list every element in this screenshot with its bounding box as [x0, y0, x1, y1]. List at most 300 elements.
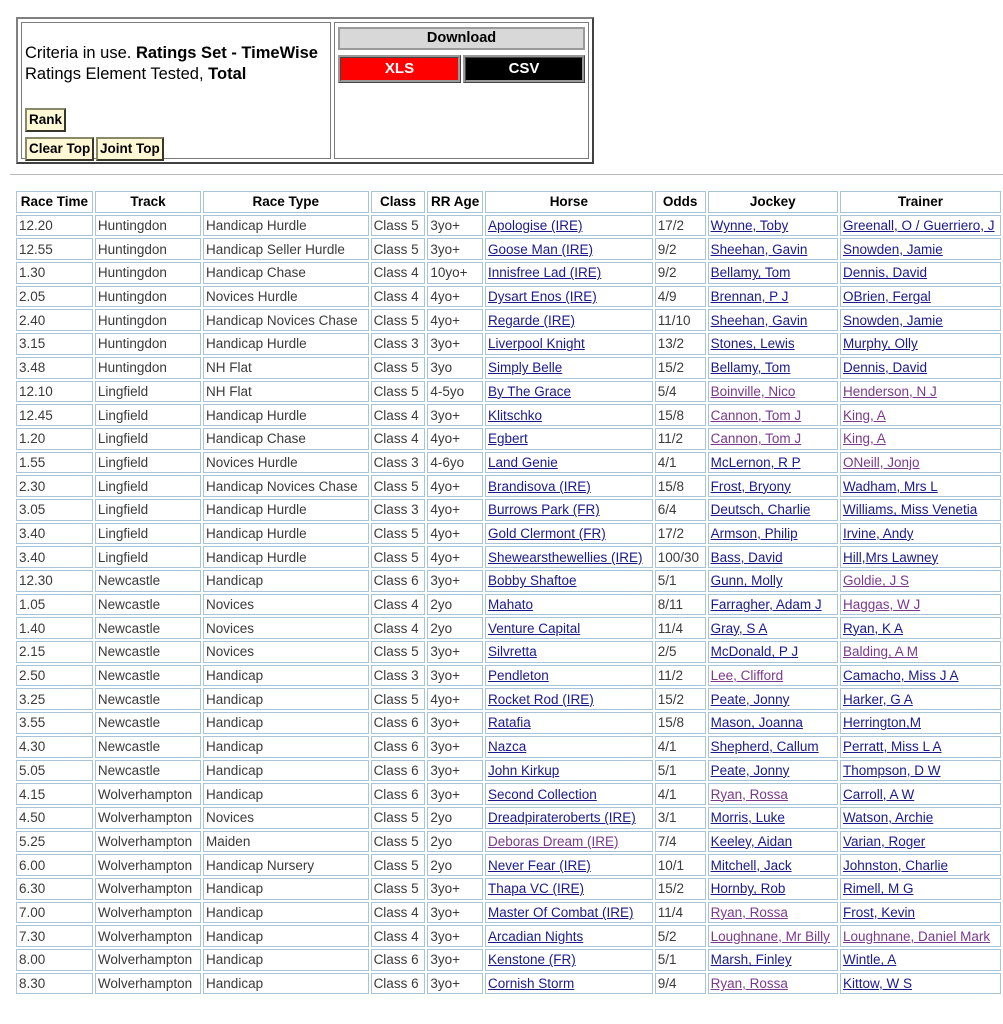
horse-cell: [485, 404, 653, 426]
horse-cell-link[interactable]: Burrows Park (FR): [487, 502, 600, 518]
track-cell: Wolverhampton: [95, 831, 201, 853]
horse-cell: [485, 452, 653, 474]
horse-cell: [485, 736, 653, 758]
horse-cell-link[interactable]: Mahato: [487, 597, 533, 613]
horse-cell-link[interactable]: Kenstone (FR): [487, 952, 576, 968]
rr-age-cell: 2yo: [427, 854, 483, 876]
horse-cell-link[interactable]: Brandisova (IRE): [487, 478, 591, 494]
jockey-cell: [708, 238, 838, 260]
trainer-cell-link[interactable]: Dennis, David: [842, 360, 928, 376]
track-cell: Wolverhampton: [95, 902, 201, 924]
trainer-cell: [840, 760, 1001, 782]
trainer-cell-link[interactable]: Harker, G A: [842, 691, 913, 707]
header-rr-age[interactable]: RR Age: [427, 191, 483, 213]
trainer-cell: [840, 854, 1001, 876]
jockey-cell-link[interactable]: Shepherd, Callum: [710, 739, 819, 755]
rr-age-cell: 3yo+: [427, 665, 483, 687]
odds-cell: 17/2: [655, 523, 706, 545]
rr-age-cell: 3yo+: [427, 949, 483, 971]
horse-cell-link[interactable]: Dreadpirateroberts (IRE): [487, 810, 636, 826]
table-row: [16, 381, 1001, 403]
horse-cell-link[interactable]: Liverpool Knight: [487, 336, 585, 352]
jockey-cell: [708, 736, 838, 758]
race-type-cell: Handicap Hurdle: [203, 215, 369, 237]
trainer-cell-link[interactable]: Snowden, Jamie: [842, 241, 943, 257]
race-type-cell: Novices: [203, 617, 369, 639]
jockey-cell-link[interactable]: Morris, Luke: [710, 810, 785, 826]
race-time-cell: 2.05: [16, 286, 93, 308]
jockey-cell-link[interactable]: Mitchell, Jack: [710, 857, 792, 873]
horse-cell-link[interactable]: Regarde (IRE): [487, 312, 575, 328]
horse-cell: [485, 475, 653, 497]
horse-cell: [485, 925, 653, 947]
horse-cell-link[interactable]: John Kirkup: [487, 762, 560, 778]
trainer-cell-link[interactable]: Dennis, David: [842, 265, 928, 281]
header-track[interactable]: Track: [95, 191, 201, 213]
trainer-cell-link[interactable]: Watson, Archie: [842, 810, 934, 826]
jockey-cell: [708, 523, 838, 545]
jockey-cell: [708, 902, 838, 924]
horse-cell-link[interactable]: Pendleton: [487, 668, 549, 684]
race-time-cell: 2.15: [16, 641, 93, 663]
trainer-cell-link[interactable]: Goldie, J S: [842, 573, 910, 589]
horse-cell: [485, 878, 653, 900]
horse-cell: [485, 665, 653, 687]
trainer-cell-link[interactable]: Haggas, W J: [842, 597, 921, 613]
header-trainer[interactable]: Trainer: [840, 191, 1001, 213]
jockey-cell-link[interactable]: Keeley, Aidan: [710, 833, 793, 849]
race-type-cell: Handicap Hurdle: [203, 523, 369, 545]
table-row: [16, 831, 1001, 853]
horse-cell: [485, 286, 653, 308]
jockey-cell-link[interactable]: Sheehan, Gavin: [710, 312, 808, 328]
jockey-cell-link[interactable]: McLernon, R P: [710, 454, 801, 470]
rr-age-cell: 2yo: [427, 617, 483, 639]
trainer-cell: [840, 381, 1001, 403]
rank-button[interactable]: Rank: [25, 108, 66, 132]
horse-cell-link[interactable]: Silvretta: [487, 644, 537, 660]
race-time-cell: 6.30: [16, 878, 93, 900]
odds-cell: 3/1: [655, 807, 706, 829]
class-cell: Class 5: [371, 381, 426, 403]
jockey-cell: [708, 381, 838, 403]
table-row: [16, 925, 1001, 947]
table-row: [16, 499, 1001, 521]
horse-cell: [485, 428, 653, 450]
jockey-cell: [708, 286, 838, 308]
horse-cell-link[interactable]: Dysart Enos (IRE): [487, 289, 597, 305]
jockey-cell: [708, 475, 838, 497]
odds-cell: 5/4: [655, 381, 706, 403]
horse-cell-link[interactable]: Nazca: [487, 739, 527, 755]
track-cell: Newcastle: [95, 641, 201, 663]
class-cell: Class 5: [371, 475, 426, 497]
trainer-cell: [840, 736, 1001, 758]
horse-cell-link[interactable]: Shewearsthewellies (IRE): [487, 549, 643, 565]
trainer-cell-link[interactable]: Johnston, Charlie: [842, 857, 949, 873]
jockey-cell-link[interactable]: Deutsch, Charlie: [710, 502, 811, 518]
race-time-cell: 4.15: [16, 783, 93, 805]
trainer-cell: [840, 688, 1001, 710]
jockey-cell-link[interactable]: Bellamy, Tom: [710, 265, 791, 281]
trainer-cell-link[interactable]: Balding, A M: [842, 644, 919, 660]
odds-cell: 9/2: [655, 262, 706, 284]
track-cell: Huntingdon: [95, 309, 201, 331]
race-time-cell: 2.40: [16, 309, 93, 331]
trainer-cell-link[interactable]: King, A: [842, 431, 886, 447]
race-time-cell: 8.30: [16, 973, 93, 995]
header-odds[interactable]: Odds: [655, 191, 706, 213]
trainer-cell-link[interactable]: Herrington,M: [842, 715, 922, 731]
track-cell: Huntingdon: [95, 333, 201, 355]
trainer-cell: [840, 475, 1001, 497]
trainer-cell: [840, 949, 1001, 971]
horse-cell-link[interactable]: Second Collection: [487, 786, 597, 802]
horse-cell-link[interactable]: Innisfree Lad (IRE): [487, 265, 602, 281]
trainer-cell: [840, 238, 1001, 260]
table-row: [16, 357, 1001, 379]
race-time-cell: 6.00: [16, 854, 93, 876]
horse-cell: [485, 760, 653, 782]
table-row: [16, 641, 1001, 663]
jockey-cell: [708, 807, 838, 829]
trainer-cell: [840, 831, 1001, 853]
track-cell: Newcastle: [95, 570, 201, 592]
jockey-cell-link[interactable]: Ryan, Rossa: [710, 976, 788, 992]
table-row: [16, 617, 1001, 639]
jockey-cell-link[interactable]: Peate, Jonny: [710, 762, 790, 778]
odds-cell: 5/2: [655, 925, 706, 947]
rr-age-cell: 10yo+: [427, 262, 483, 284]
odds-cell: 15/8: [655, 404, 706, 426]
trainer-cell: [840, 499, 1001, 521]
horse-cell: [485, 854, 653, 876]
trainer-cell: [840, 523, 1001, 545]
race-type-cell: Novices Hurdle: [203, 452, 369, 474]
trainer-cell-link[interactable]: Thompson, D W: [842, 762, 941, 778]
class-cell: Class 4: [371, 617, 426, 639]
horse-cell-link[interactable]: Klitschko: [487, 407, 542, 423]
class-cell: Class 4: [371, 262, 426, 284]
jockey-cell-link[interactable]: Wynne, Toby: [710, 218, 789, 234]
trainer-cell: [840, 546, 1001, 568]
table-row: [16, 475, 1001, 497]
trainer-cell-link[interactable]: Frost, Kevin: [842, 904, 916, 920]
trainer-cell-link[interactable]: Henderson, N J: [842, 383, 937, 399]
race-type-cell: Novices Hurdle: [203, 286, 369, 308]
horse-cell-link[interactable]: Arcadian Nights: [487, 928, 584, 944]
download-header: Download: [338, 27, 585, 50]
rr-age-cell: 2yo: [427, 807, 483, 829]
csv-download-button[interactable]: CSV: [463, 55, 585, 83]
trainer-cell: [840, 309, 1001, 331]
criteria-panel: [16, 17, 594, 164]
class-cell: Class 6: [371, 712, 426, 734]
jockey-cell-link[interactable]: Cannon, Tom J: [710, 431, 802, 447]
trainer-cell-link[interactable]: Snowden, Jamie: [842, 312, 943, 328]
track-cell: Wolverhampton: [95, 878, 201, 900]
race-type-cell: Handicap Seller Hurdle: [203, 238, 369, 260]
odds-cell: 15/2: [655, 878, 706, 900]
trainer-cell-link[interactable]: Wadham, Mrs L: [842, 478, 938, 494]
horse-cell-link[interactable]: By The Grace: [487, 383, 571, 399]
horse-cell: [485, 594, 653, 616]
jockey-cell-link[interactable]: Frost, Bryony: [710, 478, 791, 494]
trainer-cell: [840, 215, 1001, 237]
rr-age-cell: 4-6yo: [427, 452, 483, 474]
rr-age-cell: 3yo: [427, 357, 483, 379]
track-cell: Lingfield: [95, 452, 201, 474]
class-cell: Class 3: [371, 333, 426, 355]
class-cell: Class 5: [371, 641, 426, 663]
results-body: [16, 215, 1001, 995]
trainer-cell-link[interactable]: Kittow, W S: [842, 976, 913, 992]
trainer-cell-link[interactable]: Murphy, Olly: [842, 336, 918, 352]
jockey-cell: [708, 641, 838, 663]
rr-age-cell: 3yo+: [427, 215, 483, 237]
race-time-cell: 3.05: [16, 499, 93, 521]
table-row: [16, 286, 1001, 308]
jockey-cell-link[interactable]: Loughnane, Mr Billy: [710, 928, 830, 944]
joint-top-button[interactable]: Joint Top: [96, 137, 164, 161]
track-cell: Newcastle: [95, 594, 201, 616]
trainer-cell: [840, 712, 1001, 734]
race-time-cell: 2.50: [16, 665, 93, 687]
jockey-cell-link[interactable]: Marsh, Finley: [710, 952, 792, 968]
track-cell: Wolverhampton: [95, 854, 201, 876]
horse-cell-link[interactable]: Land Genie: [487, 454, 558, 470]
header-jockey[interactable]: Jockey: [708, 191, 838, 213]
race-type-cell: Handicap Chase: [203, 428, 369, 450]
horse-cell-link[interactable]: Egbert: [487, 431, 528, 447]
race-time-cell: 2.30: [16, 475, 93, 497]
track-cell: Wolverhampton: [95, 925, 201, 947]
class-cell: Class 4: [371, 404, 426, 426]
odds-cell: 2/5: [655, 641, 706, 663]
jockey-cell: [708, 878, 838, 900]
horse-cell-link[interactable]: Gold Clermont (FR): [487, 525, 606, 541]
race-type-cell: NH Flat: [203, 381, 369, 403]
race-type-cell: Handicap: [203, 902, 369, 924]
trainer-cell: [840, 783, 1001, 805]
jockey-cell-link[interactable]: Bellamy, Tom: [710, 360, 791, 376]
track-cell: Newcastle: [95, 665, 201, 687]
rr-age-cell: 3yo+: [427, 760, 483, 782]
table-row: [16, 878, 1001, 900]
divider: [10, 174, 1003, 175]
jockey-cell-link[interactable]: Hornby, Rob: [710, 881, 786, 897]
trainer-cell-link[interactable]: Carroll, A W: [842, 786, 915, 802]
horse-cell-link[interactable]: Ratafia: [487, 715, 531, 731]
jockey-cell: [708, 594, 838, 616]
rr-age-cell: 3yo+: [427, 333, 483, 355]
odds-cell: 15/8: [655, 712, 706, 734]
trainer-cell-link[interactable]: Perratt, Miss L A: [842, 739, 942, 755]
class-cell: Class 3: [371, 665, 426, 687]
race-type-cell: Maiden: [203, 831, 369, 853]
jockey-cell: [708, 499, 838, 521]
horse-cell: [485, 712, 653, 734]
trainer-cell-link[interactable]: Wintle, A: [842, 952, 897, 968]
jockey-cell: [708, 404, 838, 426]
horse-cell: [485, 523, 653, 545]
race-type-cell: Handicap Nursery: [203, 854, 369, 876]
horse-cell-link[interactable]: Venture Capital: [487, 620, 581, 636]
trainer-cell: [840, 570, 1001, 592]
race-time-cell: 1.05: [16, 594, 93, 616]
odds-cell: 7/4: [655, 831, 706, 853]
table-row: [16, 309, 1001, 331]
track-cell: Wolverhampton: [95, 949, 201, 971]
track-cell: Newcastle: [95, 736, 201, 758]
header-horse[interactable]: Horse: [485, 191, 653, 213]
odds-cell: 6/4: [655, 499, 706, 521]
trainer-cell-link[interactable]: Irvine, Andy: [842, 525, 914, 541]
table-row: [16, 712, 1001, 734]
jockey-cell-link[interactable]: McDonald, P J: [710, 644, 799, 660]
jockey-cell: [708, 973, 838, 995]
race-type-cell: Novices: [203, 641, 369, 663]
horse-cell-link[interactable]: Thapa VC (IRE): [487, 881, 584, 897]
jockey-cell-link[interactable]: Lee, Clifford: [710, 668, 784, 684]
horse-cell: [485, 783, 653, 805]
class-cell: Class 4: [371, 925, 426, 947]
jockey-cell-link[interactable]: Gray, S A: [710, 620, 768, 636]
trainer-cell-link[interactable]: Rimell, M G: [842, 881, 914, 897]
class-cell: Class 4: [371, 902, 426, 924]
jockey-cell-link[interactable]: Armson, Philip: [710, 525, 798, 541]
trainer-cell-link[interactable]: Hill,Mrs Lawney: [842, 549, 939, 565]
trainer-cell-link[interactable]: Loughnane, Daniel Mark: [842, 928, 991, 944]
horse-cell-link[interactable]: Simply Belle: [487, 360, 563, 376]
odds-cell: 11/4: [655, 902, 706, 924]
criteria-box: [21, 22, 331, 159]
jockey-cell-link[interactable]: Sheehan, Gavin: [710, 241, 808, 257]
trainer-cell: [840, 902, 1001, 924]
jockey-cell: [708, 854, 838, 876]
class-cell: Class 4: [371, 428, 426, 450]
trainer-cell: [840, 357, 1001, 379]
table-row: [16, 452, 1001, 474]
rr-age-cell: 4-5yo: [427, 381, 483, 403]
class-cell: Class 5: [371, 309, 426, 331]
jockey-cell-link[interactable]: Ryan, Rossa: [710, 904, 788, 920]
trainer-cell: [840, 428, 1001, 450]
horse-cell-link[interactable]: Deboras Dream (IRE): [487, 833, 619, 849]
odds-cell: 11/2: [655, 665, 706, 687]
horse-cell-link[interactable]: Bobby Shaftoe: [487, 573, 577, 589]
trainer-cell-link[interactable]: King, A: [842, 407, 886, 423]
horse-cell-link[interactable]: Goose Man (IRE): [487, 241, 593, 257]
element-prefix: Ratings Element Tested,: [25, 65, 209, 83]
jockey-cell: [708, 357, 838, 379]
table-row: [16, 665, 1001, 687]
clear-top-button[interactable]: Clear Top: [25, 137, 94, 161]
jockey-cell-link[interactable]: Gunn, Molly: [710, 573, 783, 589]
table-row: [16, 973, 1001, 995]
rr-age-cell: 3yo+: [427, 783, 483, 805]
rr-age-cell: 4yo+: [427, 523, 483, 545]
rr-age-cell: 4yo+: [427, 309, 483, 331]
jockey-cell: [708, 925, 838, 947]
race-type-cell: Novices: [203, 594, 369, 616]
horse-cell-link[interactable]: Apologise (IRE): [487, 218, 583, 234]
track-cell: Wolverhampton: [95, 783, 201, 805]
table-row: [16, 428, 1001, 450]
horse-cell: [485, 238, 653, 260]
table-row: [16, 807, 1001, 829]
track-cell: Huntingdon: [95, 262, 201, 284]
race-type-cell: Handicap: [203, 783, 369, 805]
trainer-cell-link[interactable]: Greenall, O / Guerriero, J: [842, 218, 995, 234]
jockey-cell-link[interactable]: Peate, Jonny: [710, 691, 790, 707]
track-cell: Newcastle: [95, 688, 201, 710]
jockey-cell: [708, 688, 838, 710]
horse-cell: [485, 309, 653, 331]
jockey-cell: [708, 712, 838, 734]
race-type-cell: Handicap: [203, 760, 369, 782]
jockey-cell-link[interactable]: Brennan, P J: [710, 289, 789, 305]
trainer-cell-link[interactable]: Camacho, Miss J A: [842, 668, 959, 684]
header-class[interactable]: Class: [371, 191, 426, 213]
trainer-cell-link[interactable]: Williams, Miss Venetia: [842, 502, 978, 518]
trainer-cell-link[interactable]: ONeill, Jonjo: [842, 454, 920, 470]
race-time-cell: 5.25: [16, 831, 93, 853]
odds-cell: 10/1: [655, 854, 706, 876]
jockey-cell-link[interactable]: Bass, David: [710, 549, 783, 565]
horse-cell: [485, 546, 653, 568]
trainer-cell-link[interactable]: Varian, Roger: [842, 833, 926, 849]
trainer-cell-link[interactable]: OBrien, Fergal: [842, 289, 931, 305]
horse-cell: [485, 807, 653, 829]
horse-cell-link[interactable]: Cornish Storm: [487, 976, 575, 992]
jockey-cell-link[interactable]: Ryan, Rossa: [710, 786, 788, 802]
xls-download-button[interactable]: XLS: [338, 55, 461, 83]
race-type-cell: Handicap Hurdle: [203, 333, 369, 355]
race-type-cell: Novices: [203, 807, 369, 829]
jockey-cell-link[interactable]: Boinville, Nico: [710, 383, 796, 399]
table-row: [16, 523, 1001, 545]
odds-cell: 13/2: [655, 333, 706, 355]
rr-age-cell: 4yo+: [427, 546, 483, 568]
criteria-prefix: Criteria in use.: [25, 44, 136, 62]
header-race-type[interactable]: Race Type: [203, 191, 369, 213]
odds-cell: 15/2: [655, 357, 706, 379]
race-time-cell: 3.15: [16, 333, 93, 355]
header-race-time[interactable]: Race Time: [16, 191, 93, 213]
jockey-cell-link[interactable]: Stones, Lewis: [710, 336, 795, 352]
jockey-cell-link[interactable]: Cannon, Tom J: [710, 407, 802, 423]
horse-cell: [485, 333, 653, 355]
ratings-element: Total: [208, 65, 247, 83]
race-time-cell: 4.30: [16, 736, 93, 758]
race-time-cell: 7.00: [16, 902, 93, 924]
horse-cell-link[interactable]: Never Fear (IRE): [487, 857, 591, 873]
jockey-cell-link[interactable]: Mason, Joanna: [710, 715, 803, 731]
horse-cell-link[interactable]: Rocket Rod (IRE): [487, 691, 594, 707]
track-cell: Lingfield: [95, 428, 201, 450]
table-row: [16, 783, 1001, 805]
trainer-cell-link[interactable]: Ryan, K A: [842, 620, 904, 636]
trainer-cell: [840, 973, 1001, 995]
table-row: [16, 736, 1001, 758]
horse-cell-link[interactable]: Master Of Combat (IRE): [487, 904, 634, 920]
race-time-cell: 1.55: [16, 452, 93, 474]
race-time-cell: 12.20: [16, 215, 93, 237]
jockey-cell-link[interactable]: Farragher, Adam J: [710, 597, 822, 613]
rr-age-cell: 3yo+: [427, 736, 483, 758]
track-cell: Huntingdon: [95, 215, 201, 237]
